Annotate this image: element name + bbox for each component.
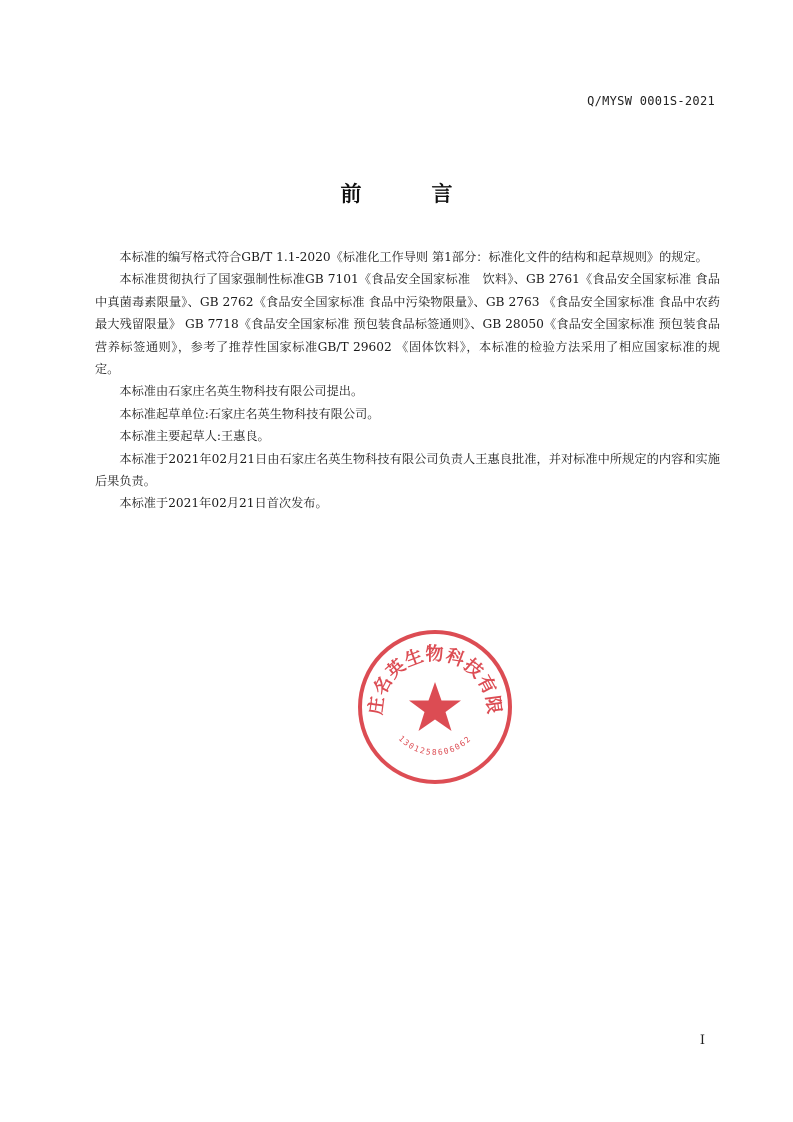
paragraph-proposer: 本标准由石家庄名英生物科技有限公司提出。	[119, 384, 364, 399]
seal-company-name: 庄名英生物科技有限	[365, 644, 505, 717]
paragraph-standards: 本标准贯彻执行了国家强制性标准GB 7101《食品安全国家标准 饮料》、GB 2761《食品安全国家标准 食品中真菌毒素限量》、GB 2762《食品安全国家标准 食品中污染物限量》、GB 2763 《食品安全国家标准 食品中农药最大残留限量》 GB 7718《食品安全国家标准 预包装食品标签通则》、GB 28050《食品安全国家标准 预包装食品营养标签通则》，参考了推荐性国家标准GB/T 29602 《固体饮料》，本标准的检验方法采用了相应国家标准的规定。	[95, 272, 720, 377]
paragraph-release: 本标准于2021年02月21日首次发布。	[119, 496, 328, 511]
paragraph-approval: 本标准于2021年02月21日由石家庄名英生物科技有限公司负责人王惠良批准，并对标准中所规定的内容和实施后果负责。	[95, 451, 720, 489]
seal-serial-number: 1301258606062	[396, 733, 474, 757]
page-number: I	[699, 1033, 705, 1048]
foreword-body	[95, 246, 720, 515]
paragraph-drafter: 本标准主要起草人:王惠良。	[119, 429, 270, 444]
svg-text:1301258606062	[397, 734, 473, 757]
title-char-2: 言	[431, 182, 453, 206]
company-seal-stamp	[355, 627, 515, 787]
paragraph-drafting-unit: 本标准起草单位:石家庄名英生物科技有限公司。	[119, 406, 380, 421]
document-code: Q/MYSW 0001S-2021	[587, 94, 715, 108]
page-title	[0, 178, 793, 208]
seal-icon	[355, 627, 515, 787]
paragraph-format: 本标准的编写格式符合GB/T 1.1-2020《标准化工作导则 第1部分：标准化文件的结构和起草规则》的规定。	[119, 250, 708, 264]
title-char-1: 前	[340, 182, 362, 206]
seal-star-icon	[409, 682, 461, 731]
